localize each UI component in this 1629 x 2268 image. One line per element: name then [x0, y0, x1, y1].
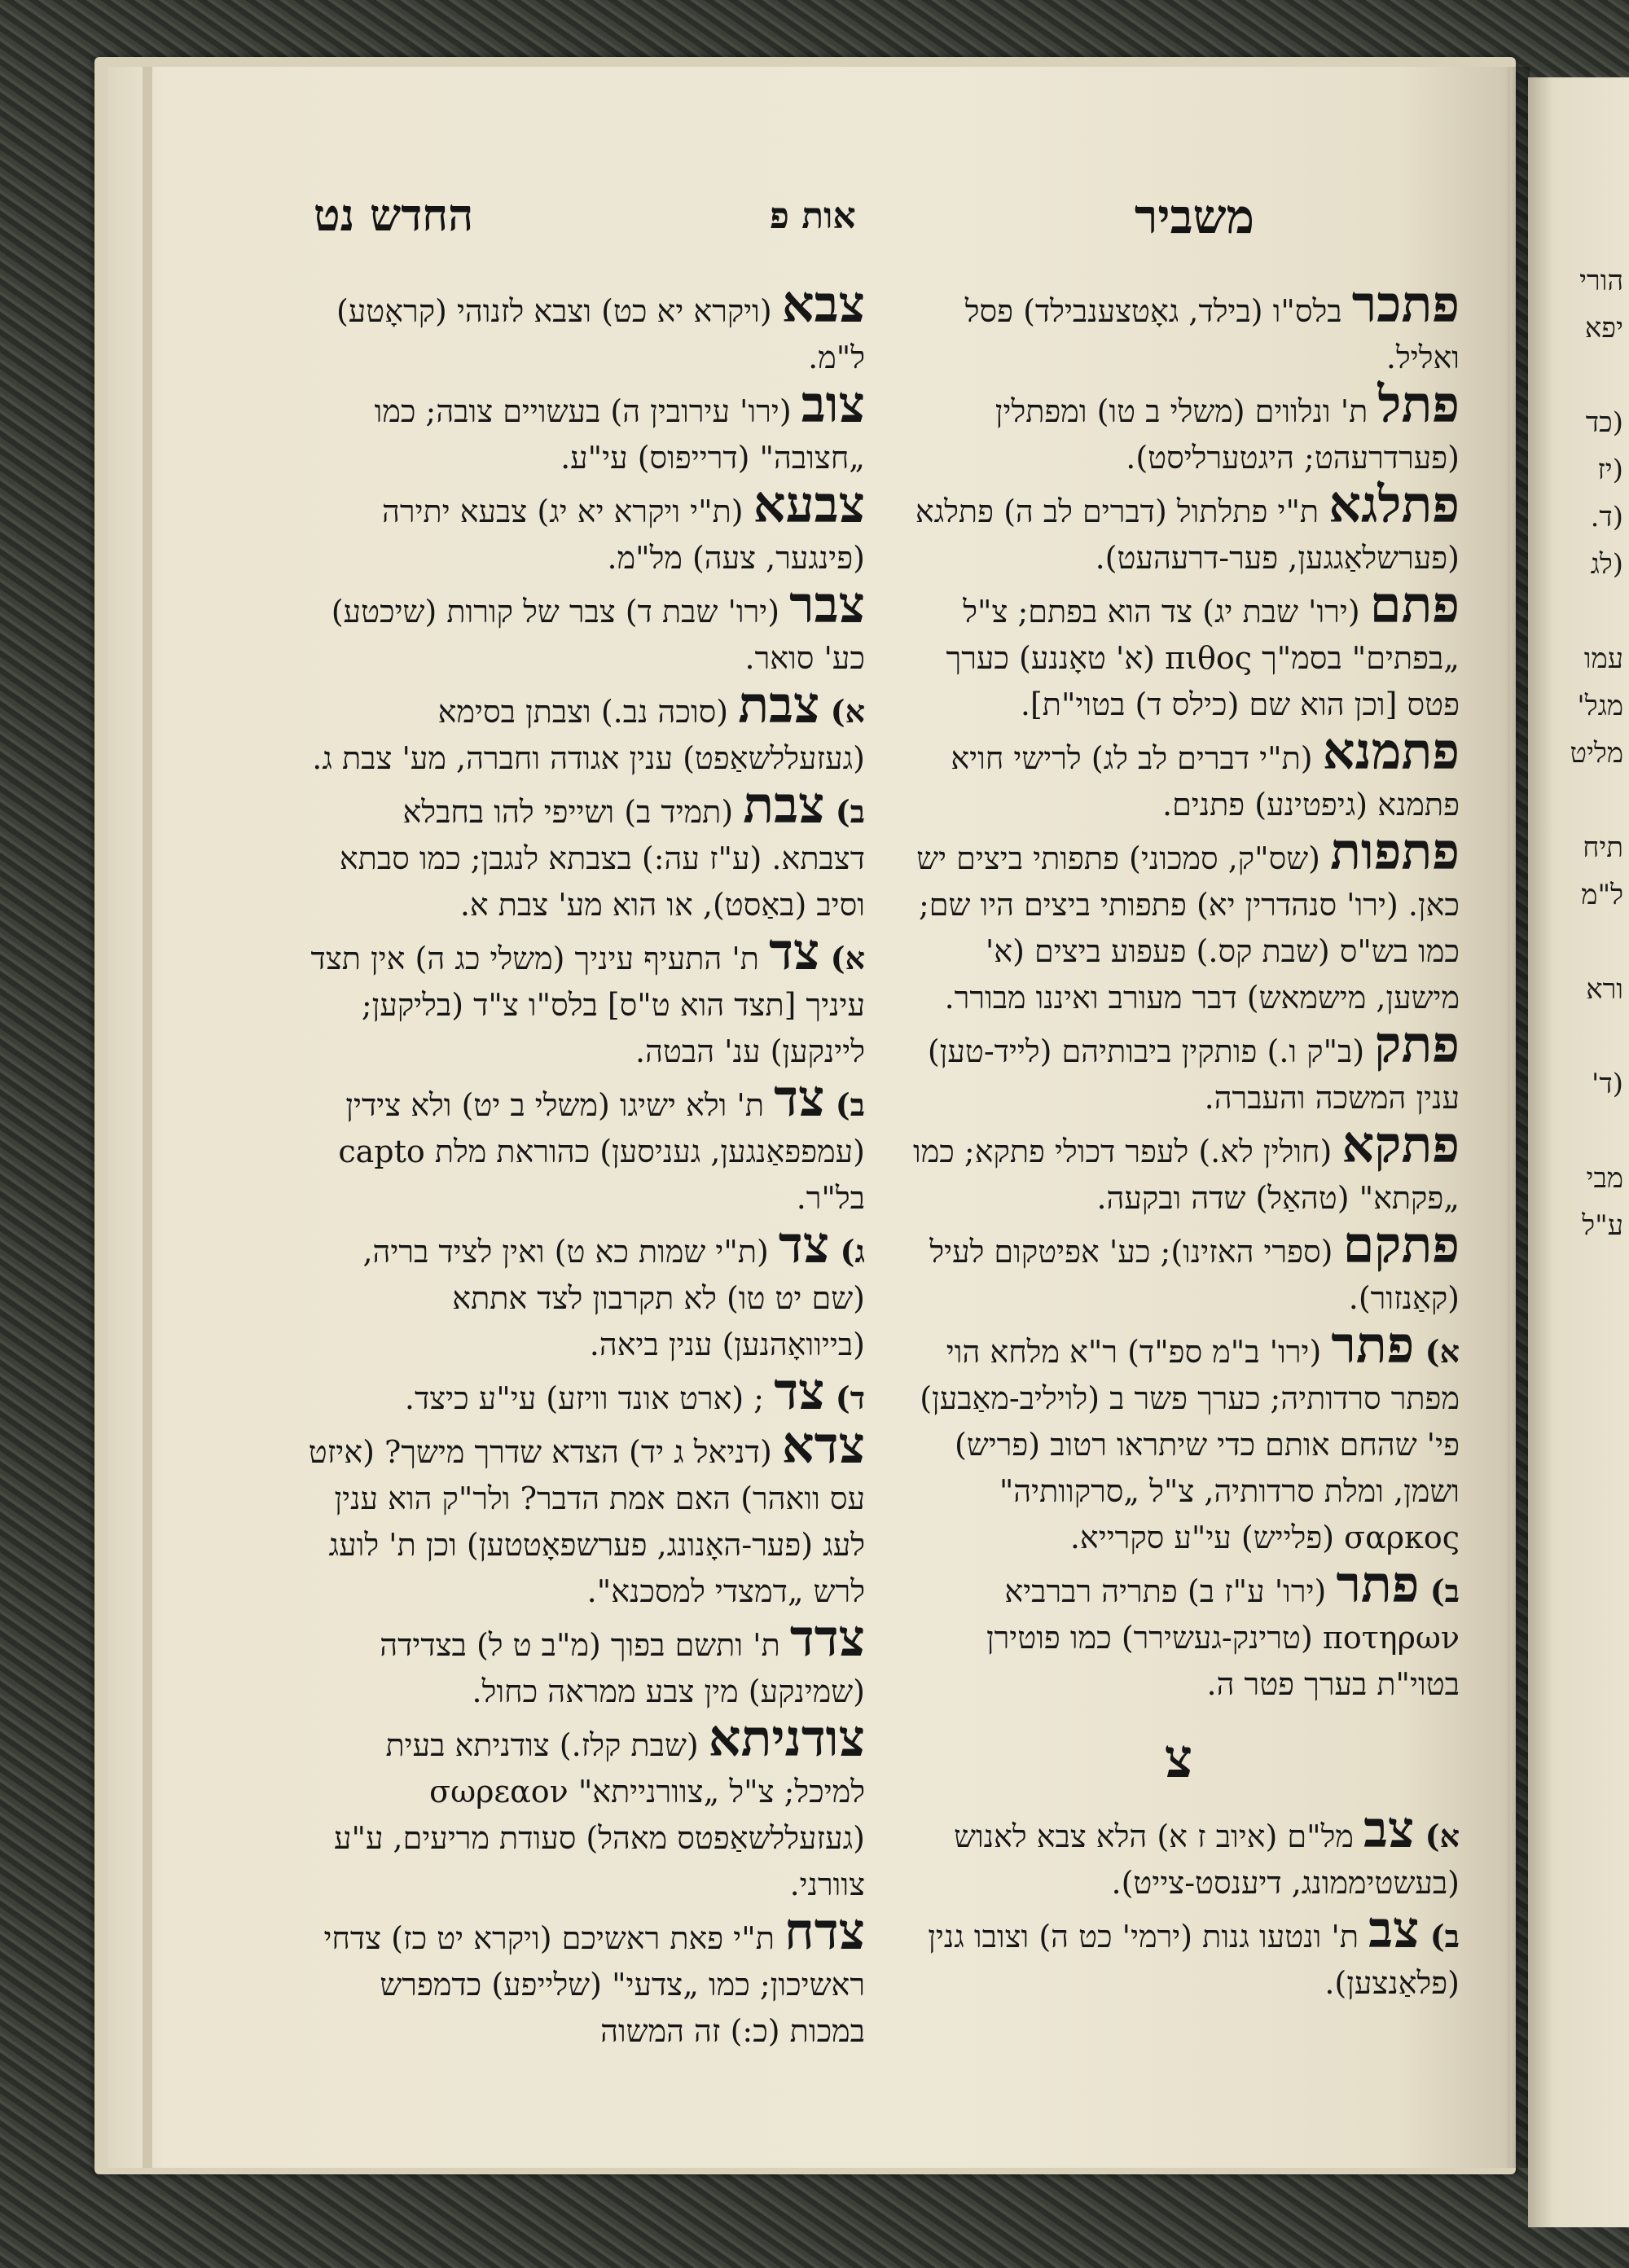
next-page-fragment: (יז: [1597, 454, 1623, 486]
next-page-fragment: עמו: [1583, 643, 1623, 675]
entry-text: ת' ולא ישיגו (משלי ב יט) ולא צידין (עמפפאַנגען, געניסען) כהוראת מלת capto בל"ר.: [338, 1087, 865, 1216]
entry-headword: צדד: [789, 1608, 865, 1668]
entry-headword: צבר: [789, 575, 865, 634]
dictionary-entry: [898, 1115, 1460, 1222]
dictionary-entry: [898, 722, 1460, 828]
dictionary-entry: [303, 1068, 865, 1222]
letter-heading: אות פ: [770, 195, 856, 237]
dictionary-entry: [898, 1900, 1460, 2007]
dictionary-entry: [898, 274, 1460, 381]
entry-text: ת"י פתלתול (דברים לב ה) פתלגא (פערשלאַגגען, פער-דרעהעט).: [915, 494, 1460, 576]
right-column: [898, 274, 1460, 2007]
entry-headword: פתל: [1377, 375, 1460, 434]
entry-text: (שבת קלז.) צודניתא בעית למיכל; צ"ל „צוורנייתא" σωρεαον (געזעללשאַפטס מאהל) סעודת מריעים, ע"ע צוורני.: [333, 1727, 865, 1902]
next-page-fragment: ורא: [1586, 973, 1623, 1006]
entry-number: ב): [824, 793, 865, 830]
entry-text: (ירו' עירובין ה) בעשויים צובה; כמו „חצובה" (דרייפוס) עי"ע.: [374, 393, 865, 476]
entry-headword: צבת: [738, 675, 820, 735]
entry-text: (חולין לא.) לעפר דכולי פתקא; כמו „פקתא" (טהאַל) שדה ובקעה.: [913, 1134, 1460, 1216]
entry-text: ת' ונלווים (משלי ב טו) ומפתלין (פערדרעהט; היגטערליסט).: [995, 393, 1460, 476]
entry-text: (ספרי האזינו); כע' אפיטקום לעיל (קאַנזור).: [929, 1234, 1460, 1316]
entry-headword: צד: [774, 1362, 825, 1421]
next-page-fragment: (כד: [1585, 406, 1623, 439]
entry-text: ת' ותשם בפוך (מ"ב ט ל) בצדידה (שמינקע) מין צבע ממראה כחול.: [380, 1627, 865, 1709]
entry-text: (ירו' ע"ז ב) פתריה רברביא ποτηρων (טרינק-געשירר) כמו פוטירן בטוי"ת בערך פטר ה.: [986, 1573, 1460, 1702]
entry-text: (ירו' שבת ד) צבר של קורות (שיכטע) כע' סואר.: [331, 594, 865, 676]
entry-number: ד): [824, 1380, 865, 1416]
entry-headword: צב: [1368, 1900, 1420, 1959]
dictionary-entry: [303, 375, 865, 481]
dictionary-entry: [898, 822, 1460, 1021]
entry-text: בלס"ו (בילד, גאָטצענבילד) פסל ואליל.: [964, 293, 1460, 375]
dictionary-entry: [303, 1362, 865, 1422]
entry-text: ת' ונטעו גנות (ירמי' כט ה) וצובו גנין (פלאַנצען).: [928, 1919, 1460, 2001]
entry-headword: צבעא: [753, 475, 865, 534]
next-page-fragment: מגל': [1577, 690, 1623, 722]
dictionary-entry: [898, 1800, 1460, 1906]
next-page-fragment: מליט: [1570, 737, 1623, 770]
dictionary-entry: [898, 1315, 1460, 1561]
entry-text: (ויקרא יא כט) וצבא לזנוהי (קראָטע) ל"מ.: [336, 293, 865, 375]
entry-text: (ירו' שבת יג) צד הוא בפתם; צ"ל „בפתים" בסמ"ך πιθος (א' טאָננע) כערך פטס [וכן הוא שם (כילס ד) בטוי"ת].: [946, 594, 1460, 722]
entry-text: (ירו' ב"מ ספ"ד) ר"א מלחא הוי מפתר סרדותיה; כערך פשר ב (לויליב-מאַבען) פי' שהחם אותם כדי שיתראו רטוב (פריש) ושמן, ומלת סרדותיה, צ"ל „סרקוותיה" σαρκος (פלייש) עי"ע סקרייא.: [920, 1334, 1460, 1555]
next-page-fragment: ע"ל: [1582, 1209, 1623, 1242]
next-page-fragment: תיח: [1583, 831, 1623, 864]
entry-number: ב): [824, 1086, 865, 1123]
entry-headword: פתקא: [1341, 1115, 1460, 1174]
entry-text: (תמיד ב) ושייפי להו בחבלא דצבתא. (ע"ז עה:) בצבתא לנגבן; כמו סבתא וסיב (באַסט), או הוא מע' צבת א.: [339, 794, 865, 923]
dictionary-entry: [898, 475, 1460, 581]
dictionary-entry: [303, 1215, 865, 1368]
next-page-fragment: מבי: [1586, 1162, 1623, 1195]
dictionary-entry: [303, 1415, 865, 1615]
page-edge: [143, 67, 152, 2168]
next-page-fragment: (ד.: [1590, 501, 1623, 533]
entry-text: (ת"י ויקרא יא יג) צבעא יתירה (פינגער, צעה) מל"מ.: [382, 494, 865, 576]
entry-headword: פתר: [1336, 1555, 1420, 1614]
entry-headword: צודניתא: [708, 1709, 865, 1768]
dictionary-entry: [303, 475, 865, 581]
entry-headword: צבת: [743, 775, 825, 835]
dictionary-entry: [898, 375, 1460, 481]
entry-text: (ת"י שמות כא ט) ואין לציד בריה, (שם יט טו) לא תקרבון לצד אתתא (בייוואָהנען) ענין ביאה.: [362, 1234, 865, 1362]
entry-number: ב): [1419, 1573, 1460, 1609]
entry-number: א): [819, 693, 865, 730]
next-page-fragment: הורי: [1579, 265, 1623, 297]
entry-text: מל"ם (איוב ז א) הלא צבא לאנוש (בעשטיממונג, דיענסט-צייט).: [954, 1818, 1460, 1901]
entry-headword: פתמנא: [1322, 722, 1460, 781]
entry-number: א): [1414, 1333, 1460, 1370]
entry-text: ת"י פאת ראשיכם (ויקרא יט כז) צדחי ראשיכון; כמו „צדעי" (שלייפע) כדמפרש במכות (כ:) זה המשוה: [323, 1920, 865, 2049]
dictionary-entry: [303, 1608, 865, 1715]
entry-text: (סוכה נב.) וצבתן בסימא (געזעללשאַפט) ענין אגודה וחברה, מע' צבת ג.: [312, 694, 865, 776]
entry-text: (דניאל ג יד) הצדא שדרך מישך? (איזט עס וואהר) האם אמת הדבר? ולר"ק הוא ענין לעג (פער-האָנונג, פערשפאָטטען) וכן ת' לועג לרש „דמצדי למסכנא".: [308, 1434, 865, 1609]
dictionary-entry: [303, 775, 865, 928]
running-title: משביר: [1134, 189, 1254, 244]
dictionary-entry: [303, 922, 865, 1075]
next-page-fragment: ל"מ: [1581, 879, 1623, 911]
dictionary-entry: [303, 274, 865, 381]
entry-headword: צדח: [784, 1902, 865, 1961]
entry-headword: צבא: [781, 274, 865, 334]
entry-headword: פתפות: [1330, 822, 1460, 881]
entry-headword: פתלגא: [1328, 475, 1460, 534]
next-page-fragment: (ד': [1592, 1068, 1623, 1100]
section-letter: צ: [1164, 1726, 1193, 1790]
gutter-shadow: [1505, 67, 1530, 2168]
entry-number: ג): [829, 1233, 865, 1270]
entry-text: (ב"ק ו.) פותקין ביבותיהם (לייד-טען) ענין המשכה והעברה.: [927, 1033, 1460, 1116]
entry-headword: צוב: [801, 375, 865, 434]
entry-text: ת' התעיף עיניך (משלי כג ה) אין תצד עיניך [תצד הוא ט"ס] בלס"ו צ"ד (בליקען; ליינקען) ענ' הבטה.: [310, 941, 865, 1069]
dictionary-entry: [898, 1015, 1460, 1121]
entry-headword: פתם: [1369, 575, 1460, 634]
entry-text: ; (ארט אונד וויזע) עי"ע כיצד.: [404, 1380, 765, 1416]
entry-headword: צדא: [781, 1415, 865, 1475]
page-number-heading: החדש נט: [314, 189, 474, 241]
next-page: [1528, 77, 1629, 2227]
entry-headword: פתק: [1374, 1015, 1460, 1074]
entry-number: א): [1414, 1818, 1460, 1854]
dictionary-entry: [303, 675, 865, 782]
entry-number: ב): [1419, 1918, 1460, 1954]
left-column: [303, 274, 865, 2055]
next-page-fragment: (לג: [1590, 548, 1623, 581]
dictionary-entry: [898, 1555, 1460, 1708]
entry-text: (שס"ק, סמכוני) פתפותי ביצים יש כאן. (ירו' סנהדרין יא) פתפותי ביצים היו שם; כמו בש"ס (שבת קס.) פעפוע ביצים (א' מישען, מישמאש) דבר מעורב ואיננו מבורר.: [916, 840, 1460, 1016]
entry-headword: צד: [778, 1215, 830, 1274]
dictionary-entry: [303, 1902, 865, 2055]
dictionary-entry: [303, 575, 865, 682]
entry-headword: צב: [1363, 1800, 1415, 1859]
entry-headword: פתקם: [1342, 1215, 1460, 1274]
dictionary-entry: [898, 1215, 1460, 1322]
entry-headword: פתכר: [1351, 274, 1460, 334]
dictionary-entry: [898, 575, 1460, 728]
entry-headword: פתר: [1331, 1315, 1415, 1375]
entry-number: א): [819, 940, 865, 976]
next-page-fragment: יפא: [1584, 312, 1623, 344]
entry-headword: צד: [774, 1068, 825, 1128]
entry-text: (ת"י דברים לב לג) לרישי חויא פתמנא (גיפטינע) פתנים.: [951, 740, 1460, 823]
page-header: [314, 189, 1254, 254]
dictionary-entry: [303, 1709, 865, 1908]
entry-headword: צד: [769, 922, 820, 981]
